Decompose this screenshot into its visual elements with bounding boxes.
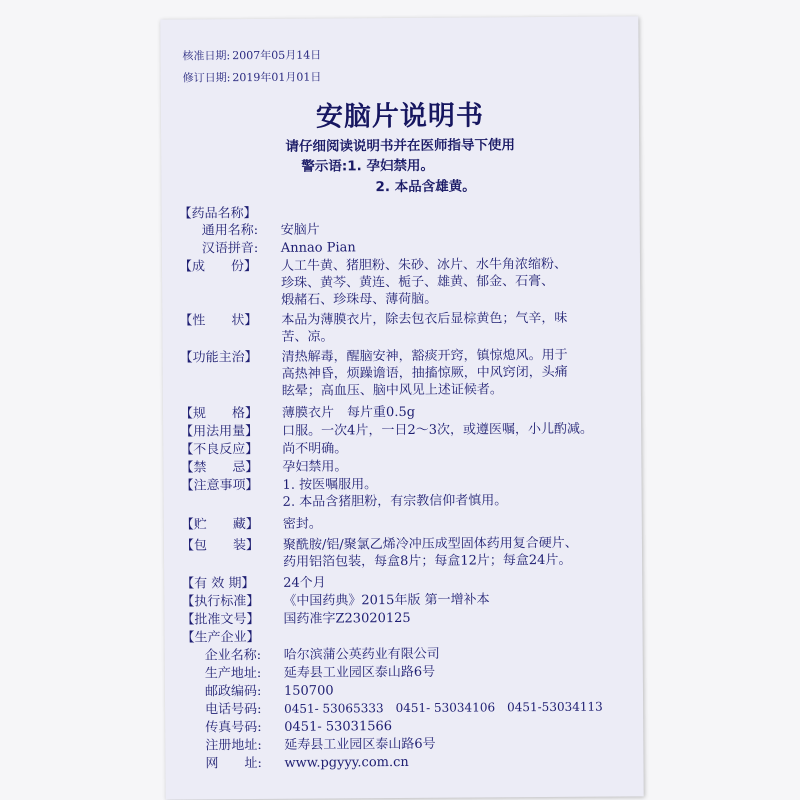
website-value: www.pgyyy.com.cn bbox=[284, 754, 409, 771]
pinyin-name-label: 汉语拼音: bbox=[201, 240, 259, 257]
ingredients-line: 人工牛黄、猪胆粉、朱砂、冰片、水牛角浓缩粉、 bbox=[280, 256, 568, 274]
warning-item-1: 1. 孕妇禁用。 bbox=[347, 157, 435, 175]
contraindications-label: 【禁 忌】 bbox=[180, 460, 259, 476]
approval-date-label: 核准日期: bbox=[182, 49, 231, 63]
fax-value: 0451- 53031566 bbox=[284, 719, 393, 735]
validity-label: 【有 效 期】 bbox=[181, 576, 255, 592]
ingredients-line: 珍珠、黄芩、黄连、栀子、雄黄、郁金、石膏、 bbox=[281, 273, 555, 291]
warning-line-1 bbox=[301, 154, 434, 175]
phone-value: 0451- 53065333 0451- 53034106 0451-53034113 bbox=[284, 699, 603, 716]
approval-date-value: 2007年05月14日 bbox=[232, 48, 322, 63]
specification-label: 【规 格】 bbox=[179, 406, 259, 422]
manufacturer-header: 【生产企业】 bbox=[181, 629, 260, 646]
approval-date bbox=[182, 47, 321, 64]
drug-name-header: 【药品名称】 bbox=[178, 206, 257, 222]
precautions-line: 2. 本品含猪胆粉，有宗教信仰者慎用。 bbox=[282, 493, 508, 510]
indications-line: 眩晕；高血压、脑中风见上述证候者。 bbox=[281, 382, 503, 399]
contraindications-value: 孕妇禁用。 bbox=[282, 459, 348, 475]
specification-value: 薄膜衣片 每片重0.5g bbox=[281, 404, 416, 421]
properties-line: 苦、凉。 bbox=[281, 329, 334, 345]
usage-instruction: 请仔细阅读说明书并在医师指导下使用 bbox=[285, 137, 515, 155]
properties-line: 本品为薄膜衣片，除去包衣后显棕黄色；气辛，味 bbox=[281, 310, 568, 328]
revision-date-value: 2019年01月01日 bbox=[232, 70, 322, 85]
approval-number-label: 【批准文号】 bbox=[181, 612, 260, 628]
address-label: 生产地址: bbox=[204, 665, 262, 682]
common-name-label: 通用名称: bbox=[201, 223, 259, 239]
ingredients-line: 煅赭石、珍珠母、薄荷脑。 bbox=[281, 291, 438, 308]
postcode-label: 邮政编码: bbox=[204, 683, 262, 700]
company-label: 企业名称: bbox=[204, 647, 262, 664]
properties-label: 【性 状】 bbox=[179, 313, 258, 329]
company-value: 哈尔滨蒲公英药业有限公司 bbox=[283, 646, 440, 663]
warning-item-2: 2. 本品含雄黄。 bbox=[375, 178, 476, 196]
packaging-label: 【包 装】 bbox=[180, 538, 260, 554]
adverse-label: 【不良反应】 bbox=[180, 442, 259, 458]
indications-line: 高热神昏，烦躁谵语，抽搐惊厥，中风窍闭，头痛 bbox=[281, 364, 568, 382]
storage-value: 密封。 bbox=[282, 516, 322, 532]
standard-label: 【执行标准】 bbox=[181, 594, 260, 610]
pinyin-name-value: Annao Pian bbox=[280, 240, 356, 256]
address-value: 延寿县工业园区泰山路6号 bbox=[283, 664, 436, 681]
fax-label: 传真号码: bbox=[205, 719, 262, 736]
revision-date bbox=[183, 69, 322, 86]
revision-date-label: 修订日期: bbox=[182, 71, 231, 85]
common-name-value: 安脑片 bbox=[280, 222, 320, 238]
reg-address-value: 延寿县工业园区泰山路6号 bbox=[284, 736, 436, 753]
adverse-value: 尚不明确。 bbox=[282, 441, 348, 457]
validity-value: 24个月 bbox=[283, 575, 326, 591]
approval-number-value: 国药准字Z23020125 bbox=[283, 610, 411, 627]
leaflet-sheet bbox=[160, 16, 643, 799]
dosage-value: 口服。一次4片，一日2～3次，或遵医嘱，小儿酌减。 bbox=[282, 421, 594, 439]
indications-label: 【功能主治】 bbox=[179, 350, 258, 366]
precautions-label: 【注意事项】 bbox=[180, 478, 259, 494]
warning-label: 警示语: bbox=[301, 158, 348, 175]
ingredients-label: 【成 份】 bbox=[178, 259, 258, 275]
storage-label: 【贮 藏】 bbox=[180, 517, 259, 533]
document-title: 安脑片说明书 bbox=[315, 100, 485, 133]
packaging-line: 聚酰胺/铝/聚氯乙烯冷冲压成型固体药用复合硬片、 bbox=[282, 535, 578, 553]
phone-label: 电话号码: bbox=[205, 701, 262, 718]
postcode-value: 150700 bbox=[283, 683, 334, 699]
standard-value: 《中国药典》2015年版 第一增补本 bbox=[283, 592, 490, 609]
precautions-line: 1. 按医嘱服用。 bbox=[282, 477, 378, 493]
indications-line: 清热解毒，醒脑安神，豁痰开窍，镇惊熄风。用于 bbox=[281, 347, 568, 365]
packaging-line: 药用铝箔包装，每盒8片；每盒12片；每盒24片。 bbox=[283, 552, 572, 570]
website-label: 网 址: bbox=[205, 755, 262, 772]
reg-address-label: 注册地址: bbox=[205, 737, 262, 754]
dosage-label: 【用法用量】 bbox=[180, 424, 259, 440]
